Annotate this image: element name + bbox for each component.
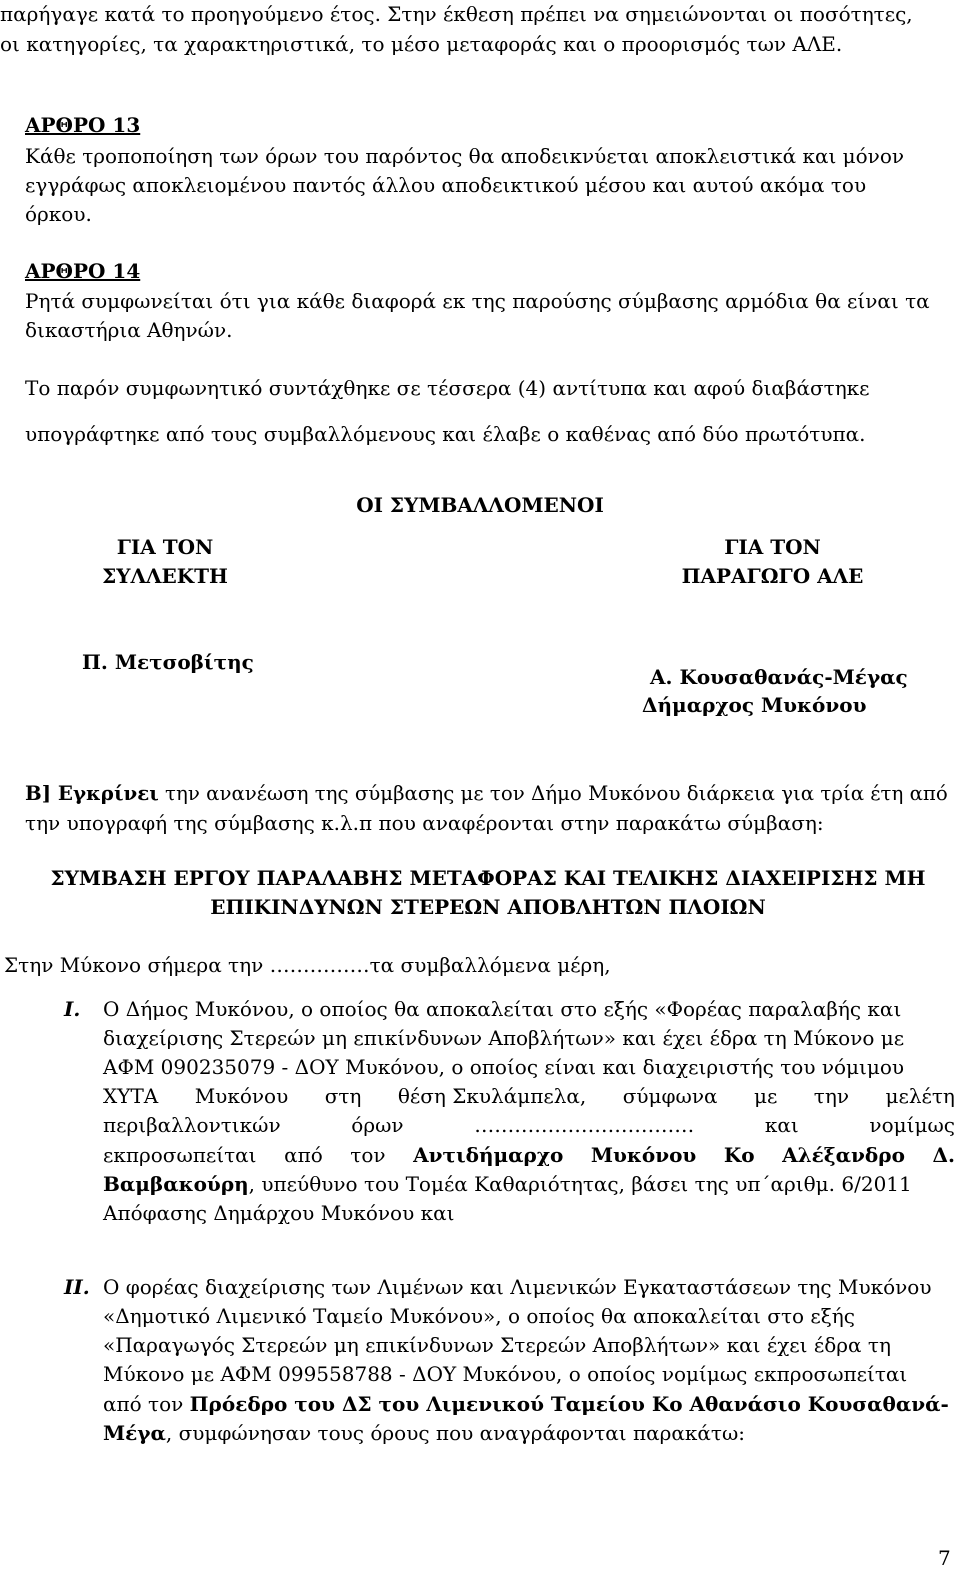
- text-line: υπογράφτηκε από τους συμβαλλόμενους και έλαβε ο καθένας από δύο πρωτότυπα.: [25, 422, 866, 446]
- word: και: [764, 1113, 799, 1137]
- text-line: την υπογραφή της σύμβασης κ.λ.π που αναφέρονται στην παρακάτω σύμβαση:: [25, 811, 824, 835]
- text-line: [103, 1394, 949, 1414]
- producer-signatory: Α. Κουσαθανάς-Μέγας: [650, 665, 908, 689]
- word: με: [753, 1084, 778, 1108]
- text-line: διαχείρισης Στερεών μη επικίνδυνων Αποβλήτων» και έχει έδρα τη Μύκονο με: [103, 1026, 905, 1050]
- text-line-justified: [103, 1086, 955, 1106]
- word: νομίμως: [869, 1113, 955, 1137]
- word: από: [284, 1143, 323, 1167]
- place-date-line: Στην Μύκονο σήμερα την ……………τα συμβαλλόμενα μέρη,: [4, 953, 611, 977]
- text-fragment: , υπεύθυνο του Τομέα Καθαριότητας, βάσει της υπ΄αριθμ. 6/2011: [248, 1172, 912, 1196]
- word: μελέτη: [885, 1084, 955, 1108]
- word: την: [813, 1084, 849, 1108]
- section-b-text: την ανανέωση της σύμβασης με τον Δήμο Μυκόνου διάρκεια για τρία έτη από: [158, 782, 948, 805]
- word: όρων: [351, 1113, 404, 1137]
- text-line: Το παρόν συμφωνητικό συντάχθηκε σε τέσσερα (4) αντίτυπα και αφού διαβάστηκε: [25, 376, 870, 400]
- section-b-lead: Β] Εγκρίνει: [25, 781, 159, 805]
- text-line: [103, 1423, 745, 1443]
- text-line: Ρητά συμφωνείται ότι για κάθε διαφορά εκ της παρούσης σύμβασης αρμόδια θα είναι τα: [25, 289, 930, 313]
- contract-title-line1: ΣΥΜΒΑΣΗ ΕΡΓΟΥ ΠΑΡΑΛΑΒΗΣ ΜΕΤΑΦΟΡΑΣ ΚΑΙ ΤΕΛΙΚΗΣ ΔΙΑΧΕΙΡΙΣΗΣ ΜΗ: [50, 866, 926, 890]
- word: τον: [350, 1143, 386, 1167]
- collector-signatory: Π. Μετσοβίτης: [82, 650, 254, 674]
- page-number: 7: [938, 1546, 951, 1570]
- word: Μυκόνου: [194, 1084, 289, 1108]
- text-line: «Δημοτικό Λιμενικό Ταμείο Μυκόνου», ο οποίος θα αποκαλείται στο εξής: [103, 1304, 855, 1328]
- collector-label-line2: ΣΥΛΛΕΚΤΗ: [102, 564, 228, 588]
- text-line: Ο φορέας διαχείρισης των Λιμένων και Λιμενικών Εγκαταστάσεων της Μυκόνου: [103, 1275, 932, 1299]
- text-fragment: , συμφώνησαν τους όρους που αναγράφονται παρακάτω:: [165, 1421, 746, 1445]
- word: σύμφωνα: [622, 1084, 718, 1108]
- party-2-number: II.: [64, 1275, 90, 1299]
- text-line: όρκου.: [25, 202, 92, 226]
- article-13-heading: ΑΡΘΡΟ 13: [25, 113, 141, 137]
- text-line: οι κατηγορίες, τα χαρακτηριστικά, το μέσο μεταφοράς και ο προορισμός των ΑΛΕ.: [0, 32, 843, 56]
- contract-title-line2: ΕΠΙΚΙΝΔΥΝΩΝ ΣΤΕΡΕΩΝ ΑΠΟΒΛΗΤΩΝ ΠΛΟΙΩΝ: [210, 895, 766, 919]
- text-line: παρήγαγε κατά το προηγούμενο έτος. Στην έκθεση πρέπει να σημειώνονται οι ποσότητες,: [0, 2, 913, 26]
- text-line: δικαστήρια Αθηνών.: [25, 318, 233, 342]
- text-line: εγγράφως αποκλειομένου παντός άλλου αποδεικτικού μέσου και αυτού ακόμα του: [25, 173, 867, 197]
- producer-signatory-role: Δήμαρχος Μυκόνου: [642, 693, 867, 717]
- text-line: Κάθε τροποποίηση των όρων του παρόντος θα αποδεικνύεται αποκλειστικά και μόνον: [25, 144, 905, 168]
- signatures-title: ΟΙ ΣΥΜΒΑΛΛΟΜΕΝΟΙ: [356, 493, 604, 517]
- party-1-number: I.: [64, 997, 81, 1021]
- text-line-justified: [103, 1145, 955, 1165]
- producer-label-line1: ΓΙΑ ΤΟΝ: [724, 535, 821, 559]
- word: στη: [324, 1084, 362, 1108]
- text-line: Μύκονο με ΑΦΜ 099558788 - ΔΟΥ Μυκόνου, ο οποίος νομίμως εκπροσωπείται: [103, 1362, 908, 1386]
- representative-name: Μέγα: [103, 1421, 166, 1445]
- article-14-heading: ΑΡΘΡΟ 14: [25, 259, 141, 283]
- text-line: Απόφασης Δημάρχου Μυκόνου και: [103, 1201, 455, 1225]
- text-line: ΑΦΜ 090235079 - ΔΟΥ Μυκόνου, ο οποίος είναι και διαχειριστής του νόμιμου: [103, 1055, 905, 1079]
- section-b-line1: [25, 781, 948, 805]
- text-line: «Παραγωγός Στερεών μη επικίνδυνων Στερεών Αποβλήτων» και έχει έδρα τη: [103, 1333, 891, 1357]
- representative-title: Πρόεδρο του ΔΣ του Λιμενικού Ταμείου Κο Αθανάσιο Κουσαθανά-: [189, 1392, 949, 1416]
- text-line-justified: [103, 1115, 955, 1135]
- word: εκπροσωπείται: [103, 1143, 257, 1167]
- word: Αλέξανδρο: [782, 1143, 905, 1167]
- text-fragment: από τον: [103, 1392, 190, 1416]
- text-line: [103, 1174, 912, 1194]
- text-line: Ο Δήμος Μυκόνου, ο οποίος θα αποκαλείται στο εξής «Φορέας παραλαβής και: [103, 997, 902, 1021]
- producer-label-line2: ΠΑΡΑΓΩΓΟ ΑΛΕ: [681, 564, 864, 588]
- word: Μυκόνου: [590, 1143, 697, 1167]
- word: περιβαλλοντικών: [103, 1113, 281, 1137]
- word: ΧΥΤΑ: [103, 1084, 159, 1108]
- word: ……………………………: [474, 1113, 695, 1137]
- word: Δ.: [932, 1143, 955, 1167]
- word: Αντιδήμαρχο: [413, 1143, 564, 1167]
- word: θέση Σκυλάμπελα,: [397, 1084, 587, 1108]
- representative-name: Βαμβακούρη: [103, 1172, 249, 1196]
- word: Κο: [723, 1143, 755, 1167]
- collector-label-line1: ΓΙΑ ΤΟΝ: [116, 535, 214, 559]
